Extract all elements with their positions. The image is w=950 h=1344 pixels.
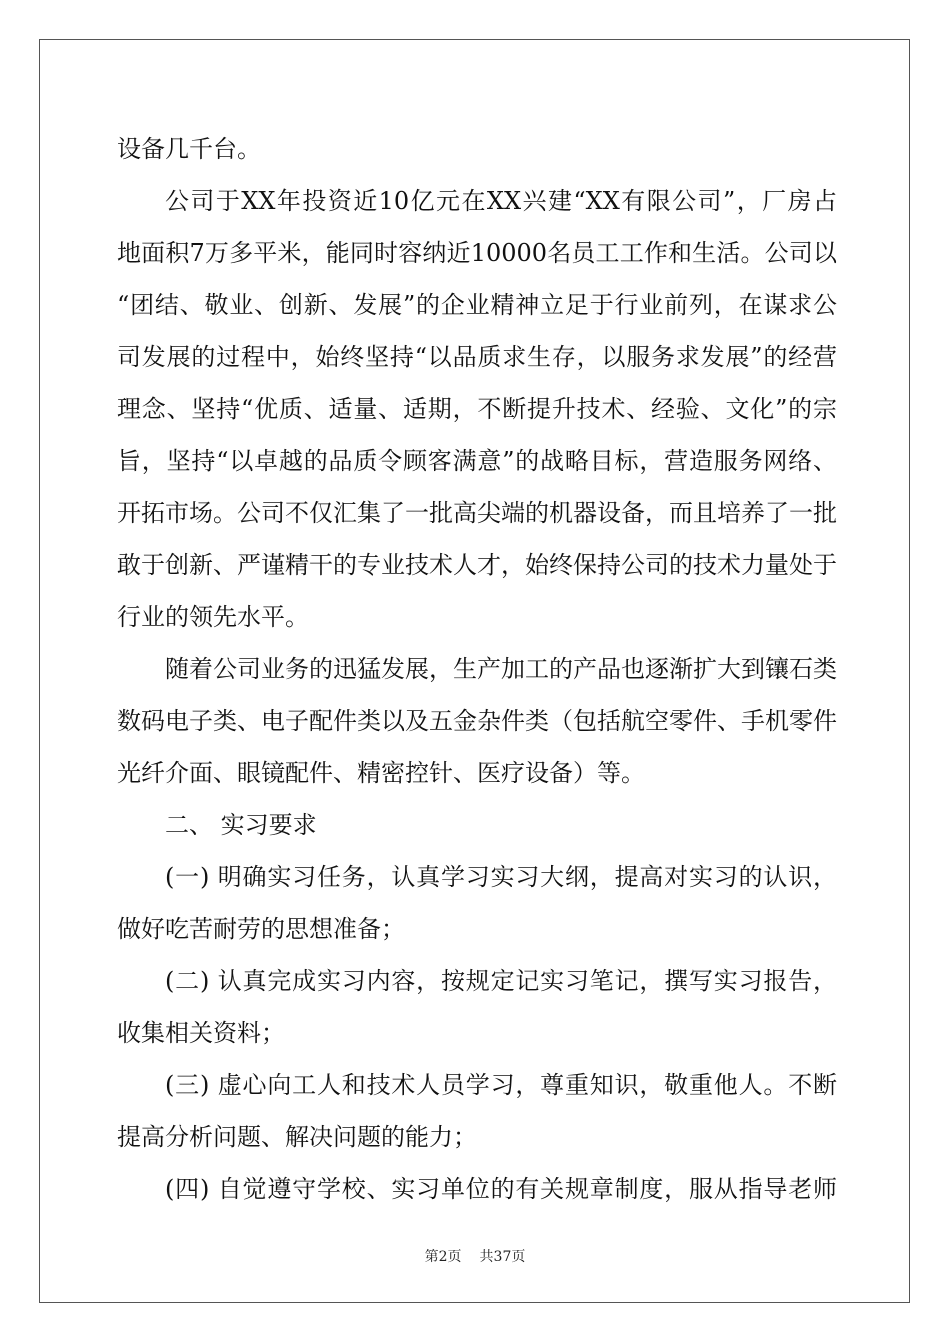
text-line-11: 随着公司业务的迅猛发展，生产加工的产品也逐渐扩大到镶石类 — [165, 655, 837, 683]
text-line-5: 司发展的过程中，始终坚持“以品质求生存，以服务求发展”的经营 — [117, 343, 837, 371]
requirement-3-line-1: (三) 虚心向工人和技术人员学习，尊重知识，敬重他人。不断 — [165, 1071, 837, 1099]
page-footer — [0, 1246, 950, 1266]
text-line-12: 数码电子类、电子配件类以及五金杂件类（包括航空零件、手机零件 — [117, 707, 837, 735]
text-line-9: 敢于创新、严谨精干的专业技术人才，始终保持公司的技术力量处于 — [117, 551, 837, 579]
page-number: 第2页 — [424, 1249, 462, 1265]
section-heading: 二、 实习要求 — [165, 811, 317, 839]
text-line-13: 光纤介面、眼镜配件、精密控针、医疗设备）等。 — [117, 759, 645, 787]
page-total: 共37页 — [479, 1249, 526, 1265]
requirement-3-line-2: 提高分析问题、解决问题的能力； — [117, 1123, 477, 1151]
text-line-8: 开拓市场。公司不仅汇集了一批高尖端的机器设备，而且培养了一批 — [117, 499, 837, 527]
text-line-10: 行业的领先水平。 — [117, 603, 309, 631]
document-body — [117, 123, 837, 1215]
text-line-4: “团结、敬业、创新、发展”的企业精神立足于行业前列，在谋求公 — [117, 291, 837, 319]
requirement-4-line-1: (四) 自觉遵守学校、实习单位的有关规章制度，服从指导老师 — [165, 1175, 837, 1203]
requirement-2-line-1: (二) 认真完成实习内容，按规定记实习笔记，撰写实习报告， — [165, 967, 837, 995]
text-line-2: 公司于XX年投资近10亿元在XX兴建“XX有限公司”，厂房占 — [165, 187, 837, 215]
text-line-3: 地面积7万多平米，能同时容纳近10000名员工工作和生活。公司以 — [117, 239, 837, 267]
requirement-1-line-2: 做好吃苦耐劳的思想准备； — [117, 915, 405, 943]
text-line-1: 设备几千台。 — [117, 135, 261, 163]
text-line-6: 理念、坚持“优质、适量、适期，不断提升技术、经验、文化”的宗 — [117, 395, 837, 423]
requirement-1-line-1: (一) 明确实习任务，认真学习实习大纲，提高对实习的认识， — [165, 863, 837, 891]
text-line-7: 旨，坚持“以卓越的品质令顾客满意”的战略目标，营造服务网络、 — [117, 447, 837, 475]
requirement-2-line-2: 收集相关资料； — [117, 1019, 285, 1047]
